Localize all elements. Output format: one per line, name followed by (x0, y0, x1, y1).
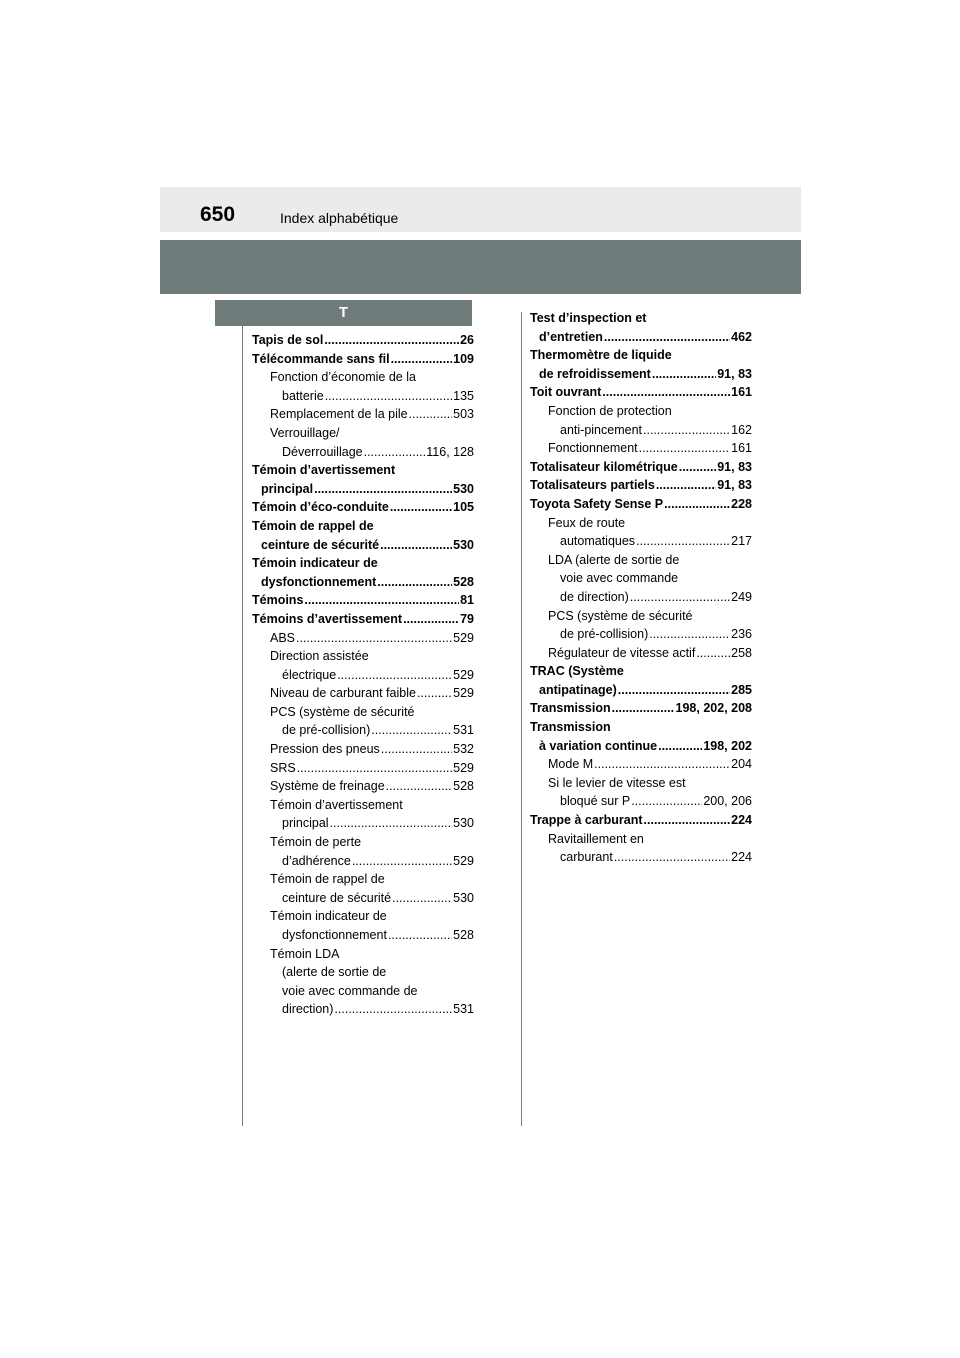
entry-text: Témoin indicateur de (252, 556, 378, 571)
column-divider-right (521, 312, 522, 1126)
entry-text: principal (282, 816, 329, 831)
entry-text: Témoin de rappel de (252, 518, 374, 533)
index-entry (252, 517, 474, 554)
leader-dots (334, 1000, 452, 1019)
page-reference: 236 (731, 627, 752, 642)
entry-text: Mode M (548, 757, 594, 772)
leader-dots (652, 365, 716, 384)
leader-dots (656, 476, 716, 495)
index-entry (530, 402, 752, 439)
index-entry (252, 945, 474, 1019)
leader-dots (297, 759, 452, 778)
page-reference: 198, 202, 208 (675, 701, 752, 716)
leader-dots (643, 421, 730, 440)
entry-text: voie avec commande (560, 571, 679, 586)
index-entry (252, 461, 474, 498)
leader-dots (417, 684, 452, 703)
entry-text: Remplacement de la pile (270, 407, 408, 422)
index-entry (252, 684, 474, 703)
index-entry (530, 811, 752, 830)
page-reference: 503 (453, 407, 474, 422)
page-reference: 135 (453, 388, 474, 403)
page-reference: 109 (453, 351, 474, 366)
entry-text: dysfonctionnement (261, 574, 377, 589)
entry-text: TRAC (Système (530, 664, 624, 679)
entry-text: Trappe à carburant (530, 813, 643, 828)
page-reference: 258 (731, 645, 752, 660)
index-entry (252, 498, 474, 517)
index-entry (252, 629, 474, 648)
leader-dots (594, 755, 730, 774)
index-entry (530, 383, 752, 402)
index-entry (530, 309, 752, 346)
index-entry (252, 740, 474, 759)
index-entry (530, 755, 752, 774)
index-entry (530, 644, 752, 663)
page-reference: 161 (731, 441, 752, 456)
leader-dots (377, 573, 452, 592)
index-entry (252, 610, 474, 629)
leader-dots (644, 811, 731, 830)
leader-dots (352, 852, 452, 871)
index-entry (252, 554, 474, 591)
entry-text: Test d’inspection et (530, 311, 647, 325)
page-number: 650 (200, 203, 236, 226)
leader-dots (304, 591, 459, 610)
leader-dots (602, 383, 730, 402)
page-reference: 530 (453, 890, 474, 905)
index-entry (530, 607, 752, 644)
entry-text: anti-pincement (560, 422, 642, 437)
entry-text: SRS (270, 760, 296, 775)
page-reference: 531 (453, 723, 474, 738)
leader-dots (337, 666, 452, 685)
leader-dots (330, 814, 453, 833)
index-entry (530, 830, 752, 867)
entry-text: voie avec commande de (282, 983, 418, 998)
index-entry (530, 551, 752, 607)
entry-text: dysfonctionnement (282, 928, 387, 942)
entry-text: Fonction d’économie de la (270, 370, 416, 385)
entry-text: ceinture de sécurité (282, 890, 392, 905)
leader-dots (403, 610, 459, 629)
entry-text: de direction) (560, 589, 629, 604)
leader-dots (639, 439, 731, 458)
entry-text: Totalisateurs partiels (530, 478, 655, 493)
entry-text: carburant (560, 850, 613, 865)
leader-dots (324, 331, 459, 350)
index-column-left (252, 331, 474, 1019)
page-reference: 224 (731, 850, 752, 865)
page-reference: 162 (731, 422, 752, 437)
entry-text: Feux de route (548, 515, 626, 530)
page-reference: 528 (453, 779, 474, 794)
index-entry (252, 591, 474, 610)
leader-dots (630, 588, 730, 607)
leader-dots (636, 532, 730, 551)
entry-text: Fonctionnement (548, 441, 638, 456)
index-entry (252, 907, 474, 944)
page-title: Index alphabétique (280, 210, 399, 226)
entry-text: ceinture de sécurité (261, 537, 380, 552)
entry-text: Système de freinage (270, 779, 385, 794)
index-entry (252, 777, 474, 796)
leader-dots (391, 350, 453, 369)
page-reference: 530 (453, 816, 474, 831)
entry-text: de refroidissement (539, 366, 651, 381)
page-reference: 529 (453, 760, 474, 775)
leader-dots (612, 699, 675, 718)
page-reference: 528 (453, 574, 474, 589)
page-reference: 204 (731, 757, 752, 772)
entry-text: Si le levier de vitesse est (548, 775, 686, 790)
column-divider-left (242, 326, 243, 1126)
leader-dots (386, 777, 452, 796)
page-reference: 116, 128 (426, 444, 474, 459)
entry-text: Tapis de sol (252, 333, 324, 347)
page-reference: 91, 83 (717, 459, 752, 474)
entry-text: LDA (alerte de sortie de (548, 552, 680, 567)
page-reference: 532 (453, 742, 474, 757)
index-entry (252, 647, 474, 684)
entry-text: PCS (système de sécurité (270, 704, 415, 719)
index-entry (530, 476, 752, 495)
entry-text: Fonction de protection (548, 403, 672, 418)
index-entry (252, 350, 474, 369)
entry-text: Verrouillage/ (270, 425, 340, 440)
entry-text: bloqué sur P (560, 794, 631, 809)
entry-text: PCS (système de sécurité (548, 608, 693, 623)
entry-text: Thermomètre de liquide (530, 348, 672, 363)
entry-text: batterie (282, 388, 324, 403)
entry-text: Transmission (530, 701, 611, 716)
entry-text: Témoin d’avertissement (252, 463, 396, 478)
leader-dots (679, 458, 717, 477)
page-reference: 462 (731, 329, 752, 344)
leader-dots (631, 792, 702, 811)
entry-text: Toit ouvrant (530, 385, 602, 400)
index-entry (252, 424, 474, 461)
index-entry (530, 774, 752, 811)
entry-text: Toyota Safety Sense P (530, 496, 664, 511)
entry-text: Télécommande sans fil (252, 351, 390, 366)
entry-text: Déverrouillage (282, 444, 363, 459)
page-reference: 91, 83 (717, 478, 752, 493)
entry-text: Témoins d’avertissement (252, 611, 403, 626)
entry-text: Totalisateur kilométrique (530, 459, 678, 474)
entry-text: Témoin d’avertissement (270, 797, 403, 812)
leader-dots (658, 737, 702, 756)
leader-dots (409, 405, 453, 424)
index-entry (252, 331, 474, 350)
page-reference: 161 (731, 385, 752, 400)
page-reference: 529 (453, 853, 474, 868)
index-entry (530, 495, 752, 514)
entry-text: Niveau de carburant faible (270, 686, 416, 701)
page-reference: 285 (731, 682, 752, 697)
leader-dots (381, 740, 452, 759)
section-letter-tab: T (215, 300, 472, 326)
leader-dots (649, 625, 730, 644)
leader-dots (696, 644, 730, 663)
entry-text: Témoin de perte (270, 835, 362, 850)
index-column-right (530, 309, 752, 867)
page-reference: 224 (731, 813, 752, 828)
index-entry (252, 368, 474, 405)
leader-dots (364, 443, 426, 462)
page-reference: 217 (731, 534, 752, 549)
entry-text: Témoin LDA (270, 946, 340, 961)
page-reference: 200, 206 (703, 794, 752, 809)
index-entry (530, 718, 752, 755)
entry-text: Ravitaillement en (548, 831, 644, 846)
entry-text: automatiques (560, 534, 636, 549)
page-reference: 91, 83 (717, 366, 752, 381)
leader-dots (604, 328, 730, 347)
entry-text: Témoin d’éco-conduite (252, 500, 389, 515)
page-reference: 530 (453, 537, 474, 552)
header-bar (160, 187, 801, 232)
entry-text: électrique (282, 667, 337, 682)
index-entry (530, 699, 752, 718)
leader-dots (614, 848, 730, 867)
entry-text: Transmission (530, 720, 611, 735)
index-entry (252, 405, 474, 424)
page-reference: 105 (453, 500, 474, 515)
index-entry (530, 458, 752, 477)
entry-text: ABS (270, 630, 296, 645)
index-entry (252, 759, 474, 778)
leader-dots (664, 495, 730, 514)
index-entry (252, 796, 474, 833)
leader-dots (314, 480, 452, 499)
leader-dots (380, 536, 452, 555)
entry-text: Régulateur de vitesse actif (548, 645, 696, 660)
index-entry (530, 346, 752, 383)
index-entry (252, 870, 474, 907)
leader-dots (296, 629, 452, 648)
leader-dots (392, 889, 452, 908)
entry-text: de pré-collision) (560, 627, 649, 642)
index-entry (252, 703, 474, 740)
page-reference: 531 (453, 1002, 474, 1017)
page-reference: 528 (453, 928, 474, 942)
index-entry (530, 662, 752, 699)
leader-dots (325, 387, 452, 406)
entry-text: de pré-collision) (282, 723, 371, 738)
leader-dots (390, 498, 452, 517)
entry-text: (alerte de sortie de (282, 965, 387, 980)
leader-dots (618, 681, 730, 700)
page-reference: 81 (460, 593, 474, 608)
page-reference: 26 (460, 333, 474, 347)
page-reference: 79 (460, 611, 474, 626)
page-reference: 529 (453, 686, 474, 701)
entry-text: Direction assistée (270, 649, 369, 664)
index-entry (530, 439, 752, 458)
entry-text: d’adhérence (282, 853, 351, 868)
entry-text: principal (261, 481, 314, 496)
page-reference: 228 (731, 496, 752, 511)
leader-dots (371, 721, 452, 740)
entry-text: Témoin de rappel de (270, 872, 385, 887)
section-band (160, 240, 801, 294)
entry-text: à variation continue (539, 738, 658, 753)
page-reference: 530 (453, 481, 474, 496)
page-reference: 529 (453, 667, 474, 682)
page-reference: 249 (731, 589, 752, 604)
entry-text: Témoins (252, 593, 304, 608)
leader-dots (388, 926, 452, 945)
entry-text: d’entretien (539, 329, 603, 344)
entry-text: antipatinage) (539, 682, 617, 697)
entry-text: Témoin indicateur de (270, 909, 387, 924)
page-reference: 198, 202 (703, 738, 752, 753)
entry-text: Pression des pneus (270, 742, 380, 757)
index-entry (530, 514, 752, 551)
entry-text: direction) (282, 1002, 334, 1017)
index-entry (252, 833, 474, 870)
page-reference: 529 (453, 630, 474, 645)
